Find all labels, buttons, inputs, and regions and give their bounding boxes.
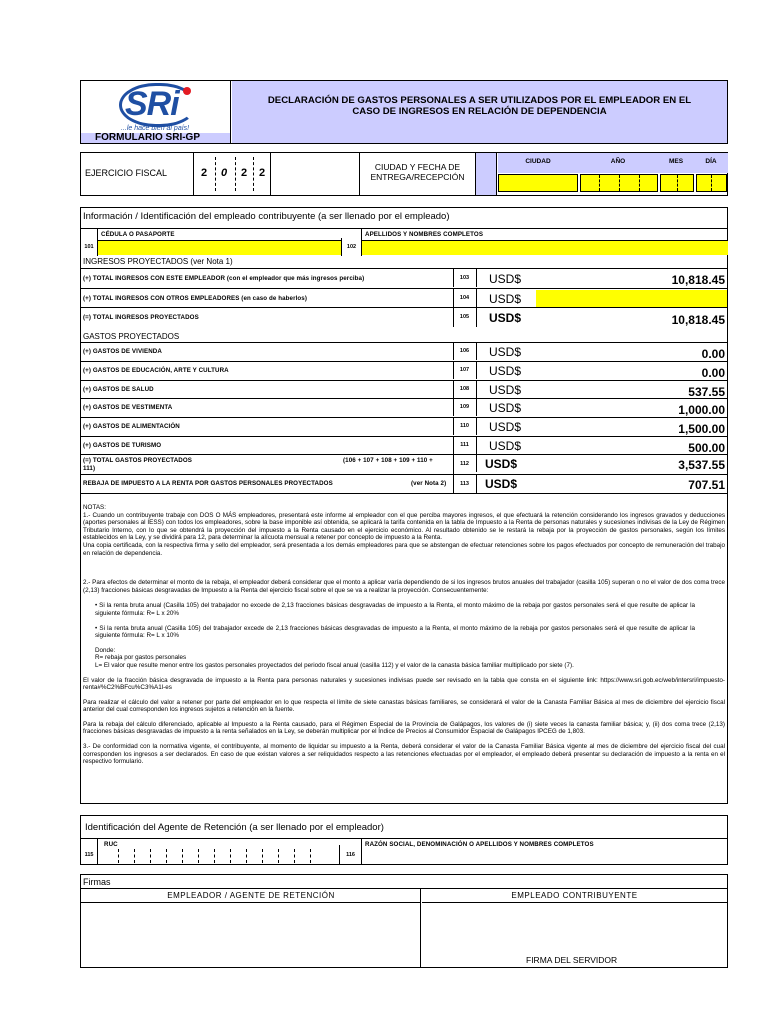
note-1b: Una copia certificada, con la respectiva firma y sello del empleador, será presentada a los demás empleadores para que se abstengan de efectuar retenciones sobre los pagos efectuados por concepto de remuneración del trabajo en relación de dependencia. <box>83 541 725 557</box>
col-day: DÍA <box>705 158 717 165</box>
expense-row-code: 109 <box>453 399 475 416</box>
agent-name-label: RAZÓN SOCIAL, DENOMINACIÓN O APELLIDOS Y NOMBRES COMPLETOS <box>365 841 594 848</box>
income-row-label: (+) TOTAL INGRESOS CON ESTE EMPLEADOR (con el empleador que más ingresos perciba) <box>83 275 365 282</box>
notes-block <box>83 504 725 766</box>
delivery-label-line1: CIUDAD Y FECHA DE <box>374 162 461 172</box>
rebate-note: (ver Nota 2) <box>411 480 447 487</box>
income-row-code: 105 <box>453 308 475 327</box>
expense-row-currency: USD$ <box>476 381 521 398</box>
delivery-label-line2: ENTREGA/RECEPCIÓN <box>370 172 465 182</box>
logo-dot-icon <box>183 87 191 95</box>
expense-row-value: 1,500.00 <box>678 422 725 436</box>
employee-section <box>80 207 728 804</box>
income-row <box>81 268 727 287</box>
signatures-section <box>80 874 728 968</box>
expense-row-value: 537.55 <box>688 385 725 399</box>
total-expenses-formula: (106 + 107 + 108 + 109 + 110 + <box>343 457 433 464</box>
notes-title: NOTAS: <box>83 504 106 511</box>
logo-cell <box>81 81 231 143</box>
total-expenses-label: (=) TOTAL GASTOS PROYECTADOS <box>83 457 192 464</box>
agent-section <box>80 815 728 865</box>
income-title: INGRESOS PROYECTADOS (ver Nota 1) <box>83 257 233 266</box>
ruc-label: RUC <box>104 841 118 848</box>
income-row-value: 10,818.45 <box>671 313 725 327</box>
income-row-label: (=) TOTAL INGRESOS PROYECTADOS <box>83 314 199 321</box>
code-102: 102 <box>341 238 361 256</box>
fiscal-digit-4[interactable]: 2 <box>258 167 266 179</box>
expense-row-label: (+) GASTOS DE VESTIMENTA <box>83 404 173 411</box>
income-row <box>81 288 727 307</box>
income-row-currency: USD$ <box>476 308 521 327</box>
expense-row <box>81 380 727 398</box>
note-2b: • Si la renta bruta anual (Casilla 105) del trabajador excede de 2,13 fracciones básicas desgravadas de impuesto a la Renta, el monto máximo de la rebaja por gastos personales será el que resulte de aplicar la siguiente fórmula: R= L x 10% <box>95 624 695 640</box>
note-2: 2.- Para efectos de determinar el monto de la rebaja, el empleador deberá considerar que el monto a aplicar varía dependiendo de si los ingresos brutos anuales del trabajador (casilla 105) superan o no el valor de dos coma trece (2,13) fracciones básicas desgravadas de Impuesto a la Renta del ejercicio fiscal sobre el que se va a realizar la proyección. Consecuentemente: <box>83 579 725 594</box>
col-month: MES <box>668 158 684 165</box>
header-box <box>80 80 728 144</box>
logo-tagline: ...le hace bien al país! <box>121 125 190 132</box>
fiscal-row <box>80 152 728 196</box>
expense-row <box>81 361 727 379</box>
employer-signature-label: EMPLEADOR / AGENTE DE RETENCIÓN <box>167 891 335 900</box>
expense-row <box>81 417 727 435</box>
date-grid <box>498 153 728 195</box>
logo-text: SRi <box>125 85 179 123</box>
rebate-row <box>81 474 727 494</box>
note-2a: • Si la renta bruta anual (Casilla 105) del trabajador no excede de 2,13 fracciones básicas desgravadas de impuesto a la Renta, el monto máximo de la rebaja por gastos personales será el que resulte de aplicar la siguiente fórmula: R= L x 20% <box>95 602 695 617</box>
income-row <box>81 307 727 327</box>
note-2c-l: L= El valor que resulte menor entre los gastos personales proyectados del periodo fiscal anual (casilla 112) y el valor de la canasta básica familiar multiplicado por siete (7). <box>95 661 574 669</box>
income-row-label: (+) TOTAL INGRESOS CON OTROS EMPLEADORES (en caso de haberlos) <box>83 295 307 302</box>
employee-id-row <box>81 228 727 256</box>
id-input[interactable] <box>98 240 342 255</box>
income-row-input[interactable] <box>536 290 727 307</box>
total-expenses-formula-2: 111) <box>83 465 96 472</box>
expense-row-value: 1,000.00 <box>678 403 725 417</box>
expense-row-code: 108 <box>453 381 475 398</box>
employer-signature-box[interactable] <box>81 889 421 968</box>
note-2c-where: Donde: <box>95 646 116 654</box>
note-2f: Para la rebaja del cálculo diferenciado, aplicable al Impuesto a la Renta causado, para el Régimen Especial de la Provincia de Galápagos, los valores de (i) siete veces la canasta familiar básica; y, (ii) dos coma trece (2,13) fracciones básicas desgravadas de impuesto a la renta señalados en la Ley, se deberán multiplicar por el Índice de Precios al Consumidor Espacial de Galápagos IPCEG de 1,803. <box>83 720 725 736</box>
col-year: AÑO <box>610 158 626 165</box>
code-113: 113 <box>453 475 475 493</box>
total-expenses-value: 3,537.55 <box>678 458 725 472</box>
expense-row-label: (+) GASTOS DE SALUD <box>83 386 154 393</box>
expense-row-value: 0.00 <box>701 347 725 361</box>
code-115: 115 <box>84 852 94 858</box>
fiscal-digit-1[interactable]: 2 <box>200 167 208 179</box>
note-2e: Para realizar el cálculo del valor a retener por parte del empleador en lo que respecta el límite de siete canastas básicas familiares, se considerará el valor de la Canasta Familiar Básica al mes de diciembre del ejercicio fiscal anterior del cual corresponden los ingresos sujetos a retención en la fuente. <box>83 698 725 714</box>
total-expenses-row <box>81 454 727 474</box>
expense-row-currency: USD$ <box>476 362 521 379</box>
delivery-label-box <box>359 153 474 195</box>
fiscal-digit-2[interactable]: 0 <box>220 167 228 179</box>
income-row-code: 103 <box>453 269 475 287</box>
title-cell <box>232 81 727 143</box>
employee-signature-box[interactable] <box>422 889 727 968</box>
fiscal-year-label: EJERCICIO FISCAL <box>85 168 168 178</box>
expense-row <box>81 436 727 454</box>
sri-logo <box>119 83 199 127</box>
employee-signature-label: EMPLEADO CONTRIBUYENTE <box>511 891 638 900</box>
expense-row-code: 111 <box>453 437 475 454</box>
agent-row <box>81 838 727 864</box>
code-101: 101 <box>84 244 94 250</box>
col-city: CIUDAD <box>525 158 551 165</box>
note-2c-r: R= rebaja por gastos personales <box>95 654 187 662</box>
rebate-label: REBAJA DE IMPUESTO A LA RENTA POR GASTOS PERSONALES PROYECTADOS <box>83 480 333 487</box>
agent-section-title: Identificación del Agente de Retención (a ser llenado por el empleador) <box>85 822 384 833</box>
form-title-line1: DECLARACIÓN DE GASTOS PERSONALES A SER UTILIZADOS POR EL EMPLEADOR EN EL <box>267 95 692 106</box>
servant-signature-label: FIRMA DEL SERVIDOR <box>526 955 618 965</box>
code-116: 116 <box>339 845 361 865</box>
note-2d[interactable]: El valor de la fracción básica desgravada de impuesto a la Renta para personas naturales y sucesiones indivisas puede ser revisado en la tabla que consta en el siguiente link: https://www.sri.gob.ec/web/intersri/impuesto-renta#%C2%BFcu%C3%A1l-es <box>83 676 725 692</box>
expenses-title: GASTOS PROYECTADOS <box>83 332 180 341</box>
income-row-code: 104 <box>453 289 475 307</box>
expense-row <box>81 342 727 360</box>
income-row-currency: USD$ <box>476 289 521 307</box>
signatures-title: Firmas <box>83 877 111 887</box>
city-input[interactable] <box>498 174 578 192</box>
code-112: 112 <box>453 455 475 474</box>
expense-row-code: 110 <box>453 418 475 435</box>
expense-row-value: 0.00 <box>701 366 725 380</box>
rebate-currency: USD$ <box>476 475 517 493</box>
income-row-value: 10,818.45 <box>671 273 725 287</box>
total-expenses-currency: USD$ <box>476 455 517 472</box>
expense-row-label: (+) GASTOS DE EDUCACIÓN, ARTE Y CULTURA <box>83 367 229 374</box>
form-name: FORMULARIO SRI-GP <box>95 132 200 143</box>
name-input[interactable] <box>362 240 728 255</box>
expense-row <box>81 398 727 416</box>
employee-section-title: Información / Identificación del empleado contribuyente (a ser llenado por el empleado) <box>83 211 450 222</box>
income-row-currency: USD$ <box>476 269 521 287</box>
note-1: 1.- Cuando un contribuyente trabaje con DOS O MÁS empleadores, presentará este informe al empleador con el que perciba mayores ingresos, el que efectuará la retención considerando los ingresos gravados y deducciones (aportes personales al IESS) con todos los empleadores, sobre la base imponible así obtenida, se aplicará la tarifa contenida en la tabla de Impuesto a la Renta de personas naturales y sucesiones indivisas de la Ley de Régimen Tributario Interno, con lo que se obtendrá la proyección del impuesto a la Renta causado en el ejercicio económico. Al resultado obtenido se le restará la rebaja por la proyección de gastos personales, según los límites establecidos en la Ley, y se dividirá para 12, para determinar la alícuota mensual a retener por concepto de impuesto a la Renta. <box>83 511 725 542</box>
note-3: 3.- De conformidad con la normativa vigente, el contribuyente, al momento de liquidar su impuesto a la Renta, deberá considerar el valor de la Canasta Familiar Básica vigente al mes de diciembre del ejercicio fiscal del cual corresponden los ingresos a ser declarados. En caso de que existan valores a ser reliquidados respecto a las retenciones efectuadas por el empleador, el empleado deberá presentar su declaración de impuesto a la renta en el respectivo formulario. <box>83 743 725 766</box>
name-label: APELLIDOS Y NOMBRES COMPLETOS <box>365 231 484 238</box>
rebate-value: 707.51 <box>688 478 725 492</box>
expense-row-label: (+) GASTOS DE VIVIENDA <box>83 348 162 355</box>
expense-row-label: (+) GASTOS DE TURISMO <box>83 442 162 449</box>
expense-row-currency: USD$ <box>476 437 521 454</box>
delivery-spacer <box>475 153 497 195</box>
expense-row-code: 107 <box>453 362 475 379</box>
expense-row-label: (+) GASTOS DE ALIMENTACIÓN <box>83 423 180 430</box>
expense-row-currency: USD$ <box>476 343 521 360</box>
expense-row-value: 500.00 <box>688 441 725 455</box>
expense-row-currency: USD$ <box>476 418 521 435</box>
expense-row-code: 106 <box>453 343 475 360</box>
form-title-line2: CASO DE INGRESOS EN RELACIÓN DE DEPENDENCIA <box>352 106 607 117</box>
expense-row-currency: USD$ <box>476 399 521 416</box>
id-label: CÉDULA O PASAPORTE <box>101 231 175 238</box>
fiscal-digit-3[interactable]: 2 <box>240 167 248 179</box>
agent-name-input[interactable] <box>362 850 728 864</box>
